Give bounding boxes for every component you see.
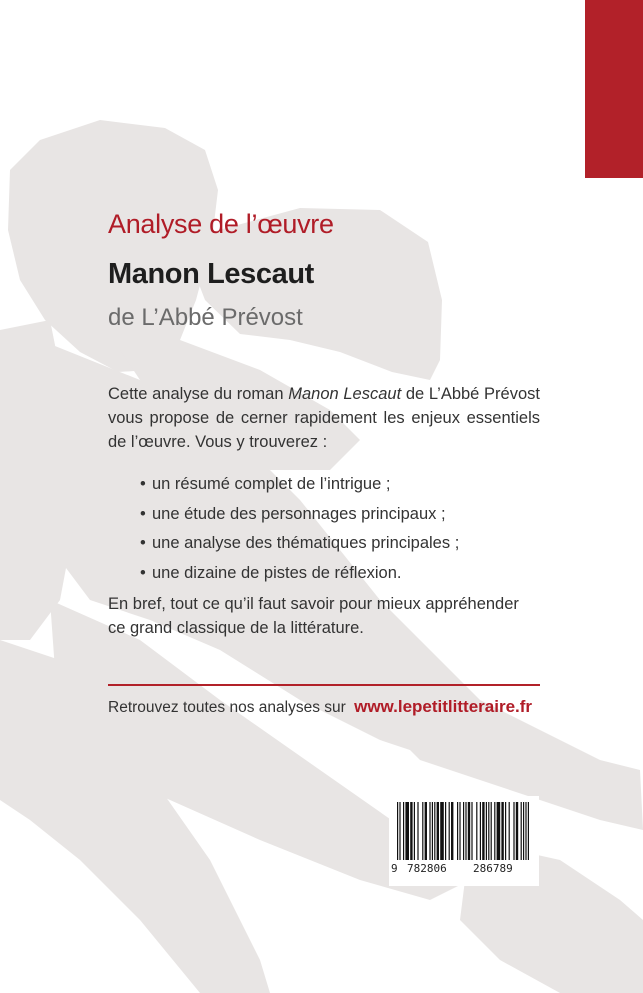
intro-book-title: Manon Lescaut — [288, 385, 402, 403]
red-accent-band — [585, 0, 643, 178]
list-item — [140, 500, 459, 530]
footer-text: Retrouvez toutes nos analyses sur — [108, 699, 346, 716]
intro-text-start: Cette analyse du roman — [108, 385, 289, 403]
contents-list — [140, 470, 459, 588]
book-author: de L’Abbé Prévost — [108, 304, 303, 331]
conclusion-paragraph: En bref, tout ce qu’il faut savoir pour mieux appréhender ce grand classique de la littérature. — [108, 595, 519, 637]
list-item-text: un résumé complet de l’intrigue ; — [152, 475, 391, 493]
website-link[interactable]: www.lepetitlitteraire.fr — [354, 697, 533, 716]
barcode-bars — [397, 802, 529, 860]
intro-text-end: de L’Abbé Prévost vous propose de cerner rapidement les enjeux essentiels de l’œuvre. Vous y trouverez : — [108, 385, 540, 451]
list-item-text: une étude des personnages principaux ; — [152, 504, 446, 523]
barcode-group-right: 286789 — [473, 862, 513, 875]
list-item — [140, 529, 459, 559]
barcode-digit-first: 9 — [391, 862, 398, 875]
isbn-barcode — [389, 796, 539, 886]
bullet-icon: • — [140, 475, 146, 493]
bullet-icon: • — [140, 504, 146, 523]
barcode-group-left: 782806 — [407, 862, 447, 875]
intro-paragraph — [108, 382, 540, 454]
bullet-icon: • — [140, 563, 146, 582]
footer-line — [108, 697, 532, 717]
bullet-icon: • — [140, 534, 146, 552]
list-item-text: une dizaine de pistes de réflexion. — [152, 563, 402, 582]
series-subtitle: Analyse de l’œuvre — [108, 209, 334, 239]
book-title: Manon Lescaut — [108, 258, 314, 290]
list-item — [140, 470, 459, 500]
red-divider — [108, 684, 540, 686]
list-item — [140, 559, 459, 589]
list-item-text: une analyse des thématiques principales ; — [152, 534, 460, 552]
